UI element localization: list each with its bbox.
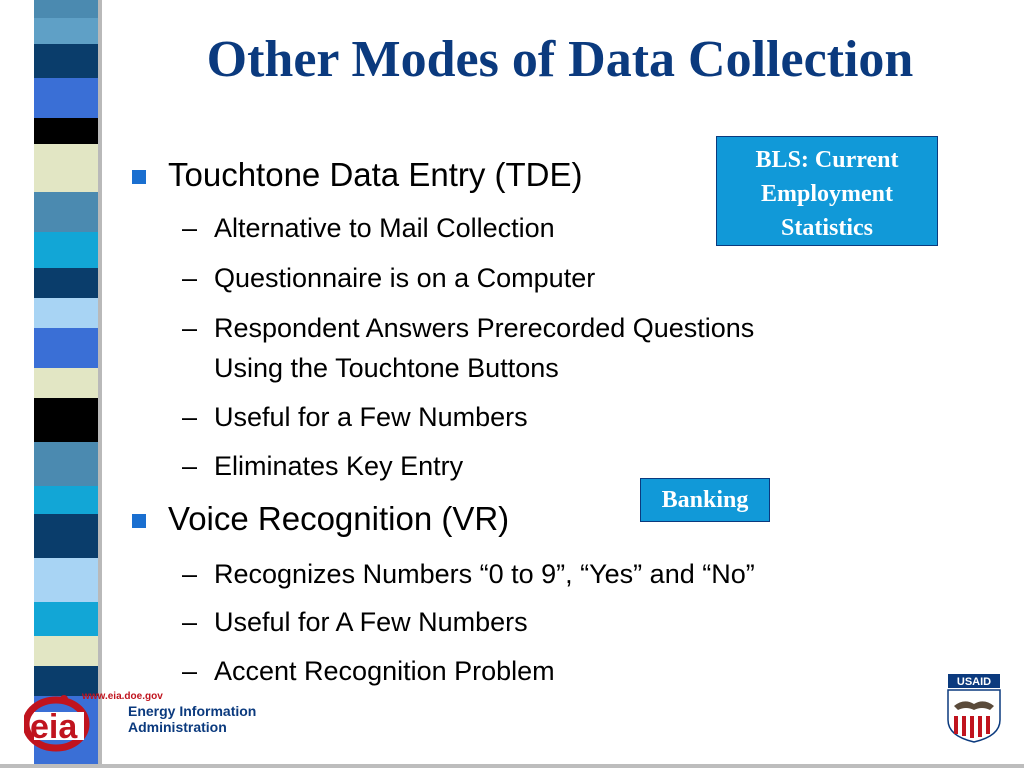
dash-icon: –: [182, 263, 198, 293]
banking-callout: Banking: [640, 478, 770, 522]
dash-icon: –: [182, 313, 198, 343]
sub-bullet-text: Using the Touchtone Buttons: [214, 353, 559, 383]
dash-icon: –: [182, 656, 198, 686]
sub-bullet-text: Accent Recognition Problem: [214, 656, 555, 686]
bullet-square-icon: [132, 170, 146, 184]
sub-bullet-text: Recognizes Numbers “0 to 9”, “Yes” and “No”: [214, 559, 755, 589]
sub-bullet-text: Eliminates Key Entry: [214, 451, 464, 481]
dash-icon: –: [182, 607, 198, 637]
bullet-text: Voice Recognition (VR): [168, 500, 510, 537]
eia-name-line1: Energy Information: [128, 703, 257, 719]
bullet-text: Touchtone Data Entry (TDE): [168, 156, 583, 193]
eia-name-line2: Administration: [128, 719, 227, 735]
dash-icon: –: [182, 213, 198, 243]
bullet-square-icon: [132, 514, 146, 528]
sub-bullet-text: Respondent Answers Prerecorded Questions: [214, 313, 755, 343]
dash-icon: –: [182, 451, 198, 481]
usaid-label: USAID: [956, 676, 992, 688]
eia-dot-icon: [60, 695, 68, 703]
bls-callout: [716, 136, 938, 246]
dash-icon: –: [182, 402, 198, 432]
stripe-shadow: [98, 0, 102, 768]
callout-line: BLS: Current: [755, 147, 899, 173]
eia-logo-text: eia: [30, 708, 78, 746]
dash-icon: –: [182, 559, 198, 589]
decorative-stripe: [34, 0, 98, 768]
sub-bullet-text: Useful for a Few Numbers: [214, 402, 528, 432]
callout-line: Employment: [761, 181, 893, 207]
sub-bullet-text: Alternative to Mail Collection: [214, 213, 555, 243]
eia-url: www.eia.doe.gov: [82, 691, 163, 702]
sub-bullet-text: Questionnaire is on a Computer: [214, 263, 596, 293]
bottom-rule: [0, 764, 1024, 768]
usaid-logo: [946, 672, 1002, 744]
callout-line: Statistics: [781, 215, 873, 241]
slide-title: Other Modes of Data Collection: [206, 31, 914, 88]
eia-logo: [24, 690, 284, 754]
sub-bullet-text: Useful for A Few Numbers: [214, 607, 528, 637]
